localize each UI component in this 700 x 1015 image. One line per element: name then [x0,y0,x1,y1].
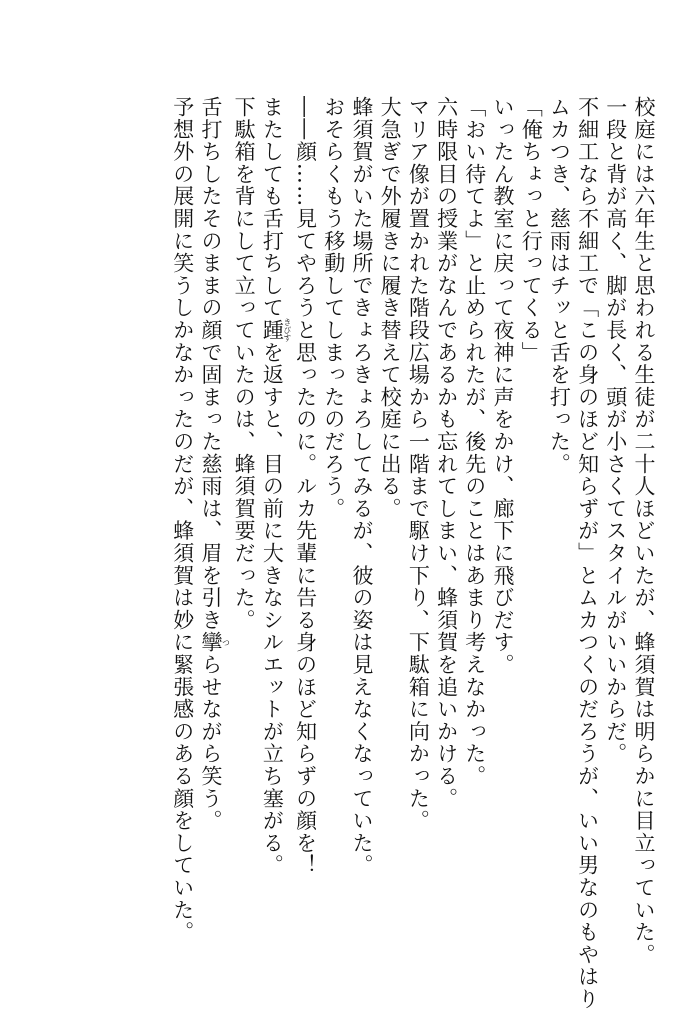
text-line: 下駄箱を背にして立っていたのは、蜂須賀要だった。 [232,96,257,632]
text-segment: 舌打ちしたそのままの顔で固まった慈雨は、眉を引き [198,96,223,632]
text-line: おそらくもう移動してしまったのだろう。 [321,96,346,520]
text-segment: またしても舌打ちして [260,96,285,319]
ruby-word [260,318,292,343]
text-line: 六時限目の授業がなんであるかも忘れてしまい、蜂須賀を追いかける。 [434,96,459,810]
ruby-text-line [197,96,230,956]
text-line: 一段と背が高く、脚が長く、頭が小さくてスタイルがいいからだ。 [603,96,628,765]
text-line: ムカつき、慈雨はチッと舌を打った。 [547,96,572,476]
text-line: 大急ぎで外履きに履き替えて校庭に出る。 [378,96,403,520]
ruby-base: 攣 [198,631,223,654]
text-line: ――顔……見てやろうと思ったのに。ルカ先輩に告る身のほど知らずの顔を！ [293,96,318,877]
text-segment: を返すと、目の前に大きなシルエットが立ち塞がる。 [260,341,285,877]
text-line: マリア像が置かれた階段広場から一階まで駆け下り、下駄箱に向かった。 [406,96,431,832]
text-line: いったん教室に戻って夜神に声をかけ、廊下に飛びだす。 [490,96,515,676]
vertical-text-body [169,96,658,1011]
text-segment: らせながら笑う。 [198,653,223,832]
text-line: 校庭には六年生と思われる生徒が二十人ほどいたが、蜂須賀は明らかに目立っていた。 [632,96,656,966]
ruby-reading: きびす [282,318,292,343]
text-line: 予想外の展開に笑うしかなかったのだが、蜂須賀は妙に緊張感のある顔をしていた。 [170,96,195,944]
dialogue-line: 「俺ちょっと行ってくる」 [519,96,544,364]
ruby-word [198,631,231,654]
ruby-reading: つ [221,631,231,654]
dialogue-line: 「おい待てよ」と止められたが、後先のことはあまり考えなかった。 [462,96,487,788]
text-line: 蜂須賀がいた場所できょろきょろしてみるが、彼の姿は見えなくなっていた。 [349,96,374,877]
ruby-base: 踵 [260,318,285,343]
text-line: 不細工なら不細工で「この身のほど知らずが」とムカつくのだろうが、いい男なのもやはり [575,96,600,1011]
ruby-text-line [258,96,291,956]
